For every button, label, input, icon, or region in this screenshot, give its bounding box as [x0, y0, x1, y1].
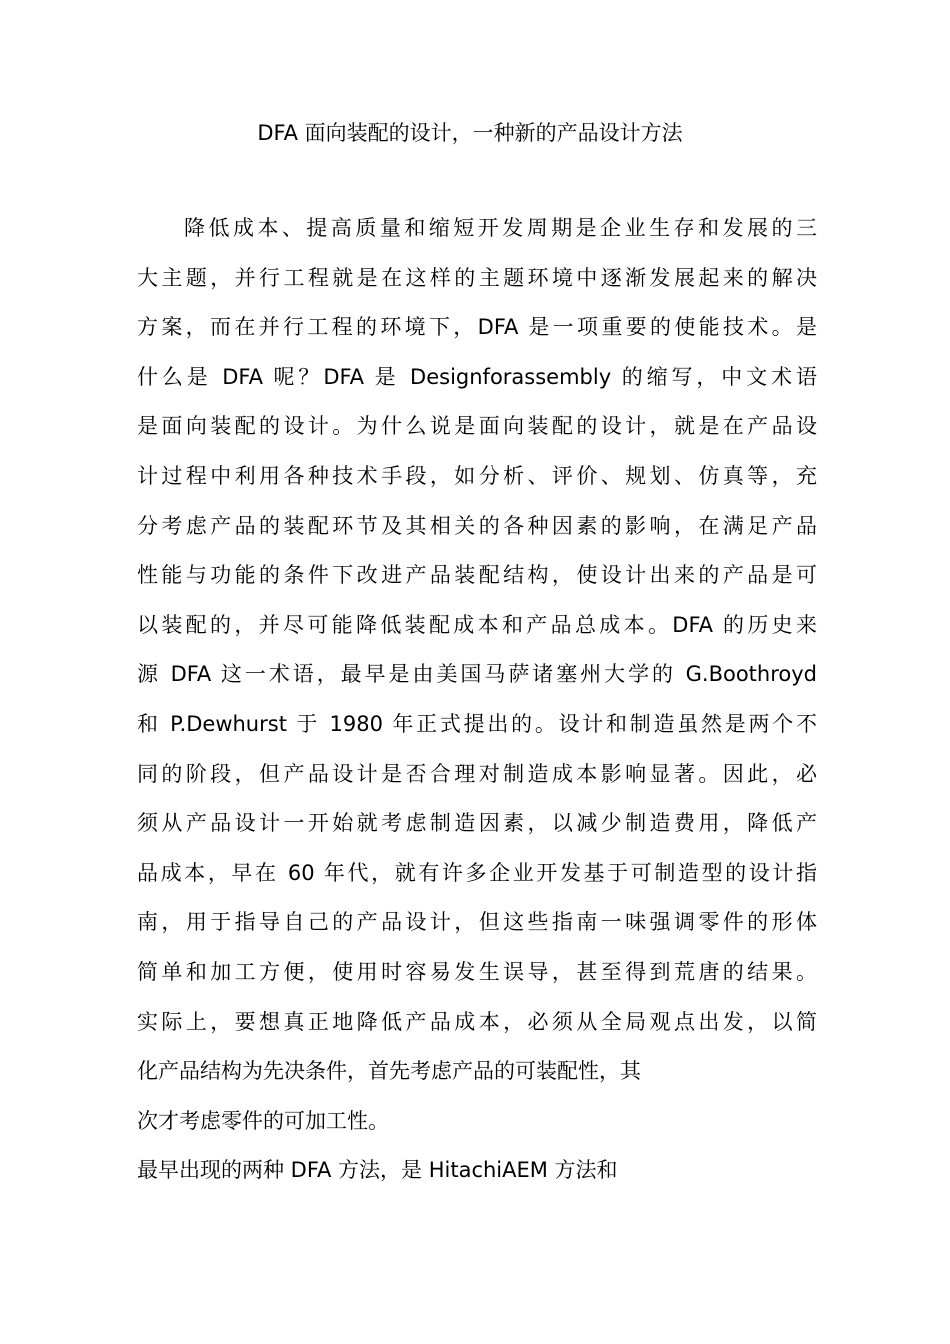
- paragraph-line: 须从产品设计一开始就考虑制造因素，以减少制造费用，降低产: [137, 811, 817, 836]
- paragraph-line: 方案，而在并行工程的环境下，DFA 是一项重要的使能技术。是: [137, 315, 817, 340]
- paragraph-line: 性能与功能的条件下改进产品装配结构，使设计出来的产品是可: [137, 563, 817, 588]
- document-body: [137, 204, 817, 1196]
- paragraph-line: 大主题，并行工程就是在这样的主题环境中逐渐发展起来的解决: [137, 265, 817, 290]
- paragraph-line: 化产品结构为先决条件，首先考虑产品的可装配性，其: [137, 1059, 641, 1084]
- paragraph-line: 是面向装配的设计。为什么说是面向装配的设计，就是在产品设: [137, 414, 817, 439]
- paragraph-line: 降低成本、提高质量和缩短开发周期是企业生存和发展的三: [184, 216, 817, 240]
- paragraph-line: 什么是 DFA 呢？DFA 是 Designforassembly 的缩写，中文术语: [137, 364, 817, 389]
- paragraph-line: 简单和加工方便，使用时容易发生误导，甚至得到荒唐的结果。: [137, 959, 817, 984]
- paragraph-line: 南，用于指导自己的产品设计，但这些指南一味强调零件的形体: [137, 910, 817, 935]
- paragraph-line: 计过程中利用各种技术手段，如分析、评价、规划、仿真等，充: [137, 463, 817, 488]
- paragraph-line: 次才考虑零件的可加工性。: [137, 1108, 389, 1133]
- paragraph-line: 实际上，要想真正地降低产品成本，必须从全局观点出发，以简: [137, 1009, 817, 1034]
- document-title: DFA 面向装配的设计，一种新的产品设计方法: [257, 121, 683, 145]
- paragraph-line: 分考虑产品的装配环节及其相关的各种因素的影响，在满足产品: [137, 513, 817, 538]
- paragraph-line: 源 DFA 这一术语，最早是由美国马萨诸塞州大学的 G.Boothroyd: [137, 662, 817, 687]
- paragraph-line: 以装配的，并尽可能降低装配成本和产品总成本。DFA 的历史来: [137, 612, 817, 637]
- paragraph-line: 最早出现的两种 DFA 方法，是 HitachiAEM 方法和: [137, 1158, 618, 1183]
- paragraph-line: 和 P.Dewhurst 于 1980 年正式提出的。设计和制造虽然是两个不: [137, 711, 817, 736]
- paragraph-line: 品成本，早在 60 年代，就有许多企业开发基于可制造型的设计指: [137, 860, 817, 885]
- paragraph-line: 同的阶段，但产品设计是否合理对制造成本影响显著。因此，必: [137, 761, 817, 786]
